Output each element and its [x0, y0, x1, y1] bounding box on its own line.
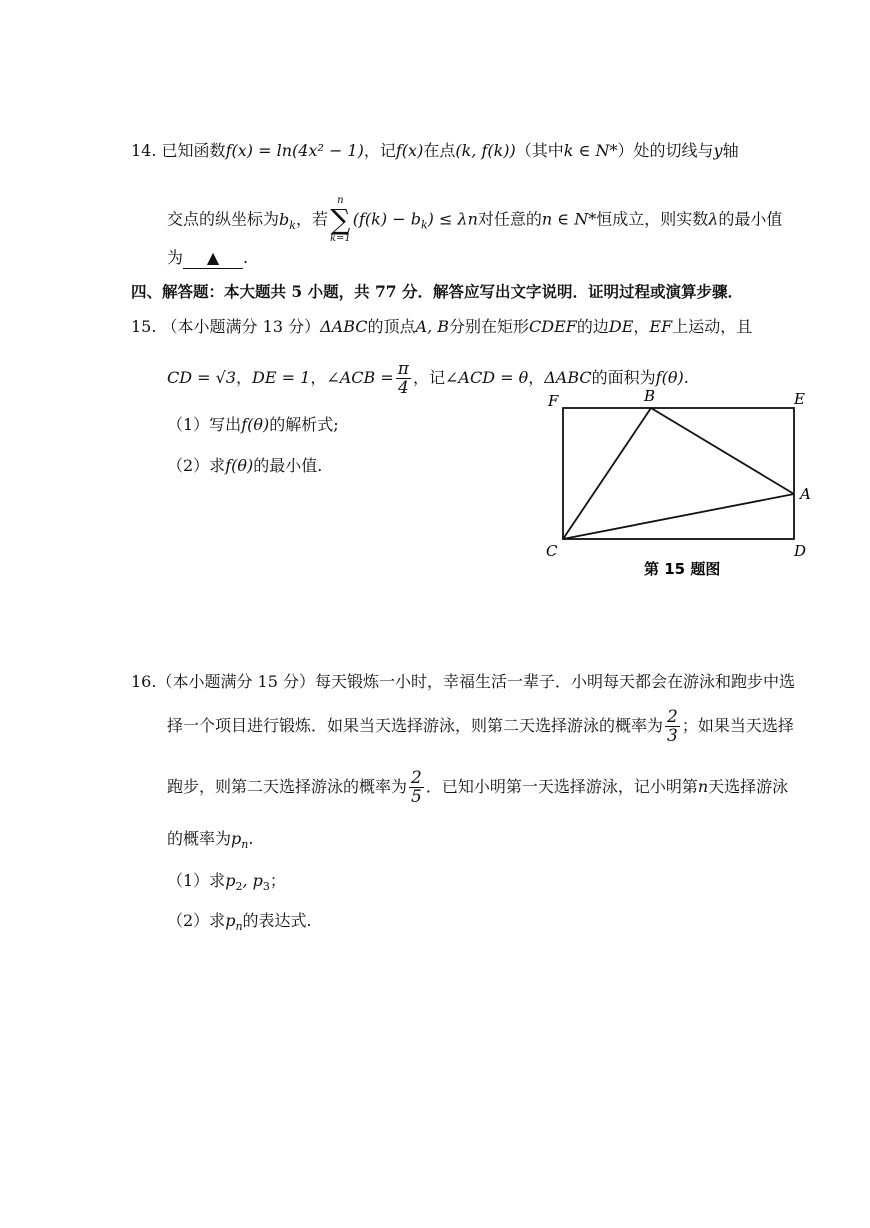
q14-fx: f(x)	[395, 141, 424, 160]
q15-text: 的最小值.	[253, 456, 323, 475]
q16-line-1	[131, 672, 795, 692]
fraction-two-fifths	[409, 769, 424, 806]
q16-part-1	[167, 871, 286, 897]
q16-text: ；如果当天选择	[681, 716, 794, 735]
q15-text: ，	[310, 368, 327, 387]
q16-number: 16.	[131, 672, 157, 691]
q15-text: 的解析式;	[269, 415, 339, 434]
fraction-denominator: 3	[667, 726, 678, 746]
q14-number: 14.	[131, 141, 157, 160]
q14-text: 恒成立，则实数	[596, 209, 709, 229]
q15-text: 的面积为	[591, 368, 656, 387]
q15-pi-fraction	[396, 360, 411, 397]
q16-text: ；	[269, 871, 286, 890]
q14-text: 对任意的	[477, 209, 542, 229]
q16-pn-sub: n	[235, 920, 243, 934]
triangle-marker-icon: ▲	[206, 248, 220, 267]
q14-sum-expr-sub: k	[420, 218, 428, 232]
section-header: 四、解答题：本大题共 5 小题，共 77 分．解答应写出文字说明．证明过程或演算步骤．	[131, 282, 743, 301]
q15-ftheta: f(θ)	[241, 415, 270, 434]
segment-ba	[651, 408, 794, 494]
q15-rect: CDEF	[529, 317, 577, 336]
q15-triangle: ΔABC	[320, 317, 368, 336]
q15-text: ，	[236, 368, 253, 387]
q15-text: ，	[528, 368, 545, 387]
q16-text: ．已知小明第一天选择游泳，记小明第	[425, 777, 698, 796]
q15-cd: CD = √3	[167, 368, 237, 387]
q16-text: .	[248, 829, 254, 848]
q16-part-label: （2）求	[167, 911, 226, 930]
q14-line-1	[131, 141, 739, 161]
q16-p3: p	[252, 871, 263, 890]
q15-ftheta: f(θ)	[655, 368, 684, 387]
q15-line-1	[131, 317, 752, 337]
q15-text: ，记	[412, 368, 445, 387]
q15-de-value: DE = 1	[252, 368, 311, 387]
q14-text: 交点的纵坐标为	[167, 209, 280, 229]
q15-text: 的顶点	[367, 317, 416, 336]
q14-line-2	[167, 196, 782, 244]
q15-text: 上运动，且	[672, 317, 753, 336]
q14-summation	[330, 196, 351, 244]
label-a: A	[800, 485, 811, 503]
q15-ab: A, B	[415, 317, 449, 336]
q16-pn: p	[225, 911, 236, 930]
q14-n-domain: n ∈ N*	[541, 209, 597, 229]
q16-part-2	[167, 911, 312, 937]
q15-text: 的边	[576, 317, 609, 336]
label-b: B	[644, 387, 656, 405]
q14-k-domain: k ∈ N*	[563, 141, 618, 160]
q15-triangle: ΔABC	[544, 368, 592, 387]
q14-lambda: λ	[708, 209, 719, 229]
q14-bk	[279, 209, 296, 232]
answer-blank	[183, 248, 243, 269]
fraction-numerator: 2	[667, 707, 678, 727]
fraction-denominator: 4	[397, 378, 409, 398]
q14-text: ，若	[295, 209, 328, 229]
segment-ca	[563, 494, 794, 539]
q15-part-1	[167, 415, 339, 435]
q14-text: （其中	[515, 141, 564, 160]
q14-text: 为	[167, 248, 184, 267]
q14-text: .	[243, 248, 249, 267]
label-e: E	[794, 390, 805, 408]
q16-line-4	[167, 829, 253, 855]
q16-text: 的表达式.	[242, 911, 312, 930]
q16-text: （本小题满分 15 分）每天锻炼一小时，幸福生活一辈子．小明每天都会在游泳和跑步中选	[156, 672, 795, 691]
q15-number: 15.	[131, 317, 157, 336]
q14-bk-base: b	[279, 209, 290, 229]
q16-p3-sub: 3	[262, 880, 270, 894]
q16-line-2	[167, 706, 794, 746]
q14-text: ，记	[363, 141, 396, 160]
q15-ef: EF	[649, 317, 673, 336]
fraction-numerator: 2	[411, 768, 422, 788]
fraction-two-thirds	[665, 708, 680, 745]
label-c: C	[546, 542, 558, 560]
sum-lower: k=1	[329, 233, 351, 244]
q15-angle: ∠ACB =	[326, 368, 394, 387]
q16-text: 跑步，则第二天选择游泳的概率为	[167, 777, 408, 796]
q14-text: 轴	[722, 141, 739, 160]
label-f: F	[548, 392, 559, 410]
q14-sum-expr-end: ) ≤ λn	[427, 209, 478, 229]
q16-p2-sub: 2	[235, 880, 243, 894]
q14-function: f(x) = ln(4x² − 1)	[225, 141, 364, 160]
q15-ftheta: f(θ)	[225, 456, 254, 475]
q16-text: 天选择游泳	[708, 777, 789, 796]
q15-text: ，	[633, 317, 650, 336]
fraction-numerator: π	[397, 359, 409, 379]
q14-bk-sub: k	[289, 218, 296, 232]
q16-n: n	[697, 777, 709, 796]
q15-part-label: （1）写出	[167, 415, 242, 434]
q16-p: p	[231, 829, 242, 848]
q16-p-sub: n	[241, 838, 249, 852]
q14-y: y	[713, 141, 723, 160]
q16-part-label: （1）求	[167, 871, 226, 890]
q16-comma: ,	[242, 871, 253, 890]
q15-acd: ∠ACD = θ	[444, 368, 529, 387]
fraction-denominator: 5	[411, 787, 422, 807]
q14-text: ）处的切线与	[617, 141, 714, 160]
q15-part-2	[167, 456, 322, 476]
q15-text: 分别在矩形	[449, 317, 530, 336]
q16-text: 择一个项目进行锻炼．如果当天选择游泳，则第二天选择游泳的概率为	[167, 716, 664, 735]
sum-upper: n	[337, 195, 344, 206]
q15-text: （本小题满分 13 分）	[161, 317, 321, 336]
q14-line-3	[167, 248, 248, 269]
sum-sign: ∑	[330, 203, 351, 236]
q14-text: 的最小值	[718, 209, 783, 229]
q15-figure	[540, 384, 820, 584]
q16-p2: p	[225, 871, 236, 890]
q14-text: 已知函数	[161, 141, 226, 160]
segment-cb	[563, 408, 651, 539]
q14-text: 在点	[423, 141, 456, 160]
q15-text: .	[683, 368, 689, 387]
q15-de: DE	[608, 317, 634, 336]
q16-line-3	[167, 767, 788, 807]
q14-point: (k, f(k))	[455, 141, 516, 160]
label-d: D	[794, 542, 807, 560]
q16-text: 的概率为	[167, 829, 232, 848]
q15-part-label: （2）求	[167, 456, 226, 475]
figure-caption: 第 15 题图	[644, 560, 721, 578]
q14-sum-expr: (f(k) − b	[352, 209, 421, 229]
